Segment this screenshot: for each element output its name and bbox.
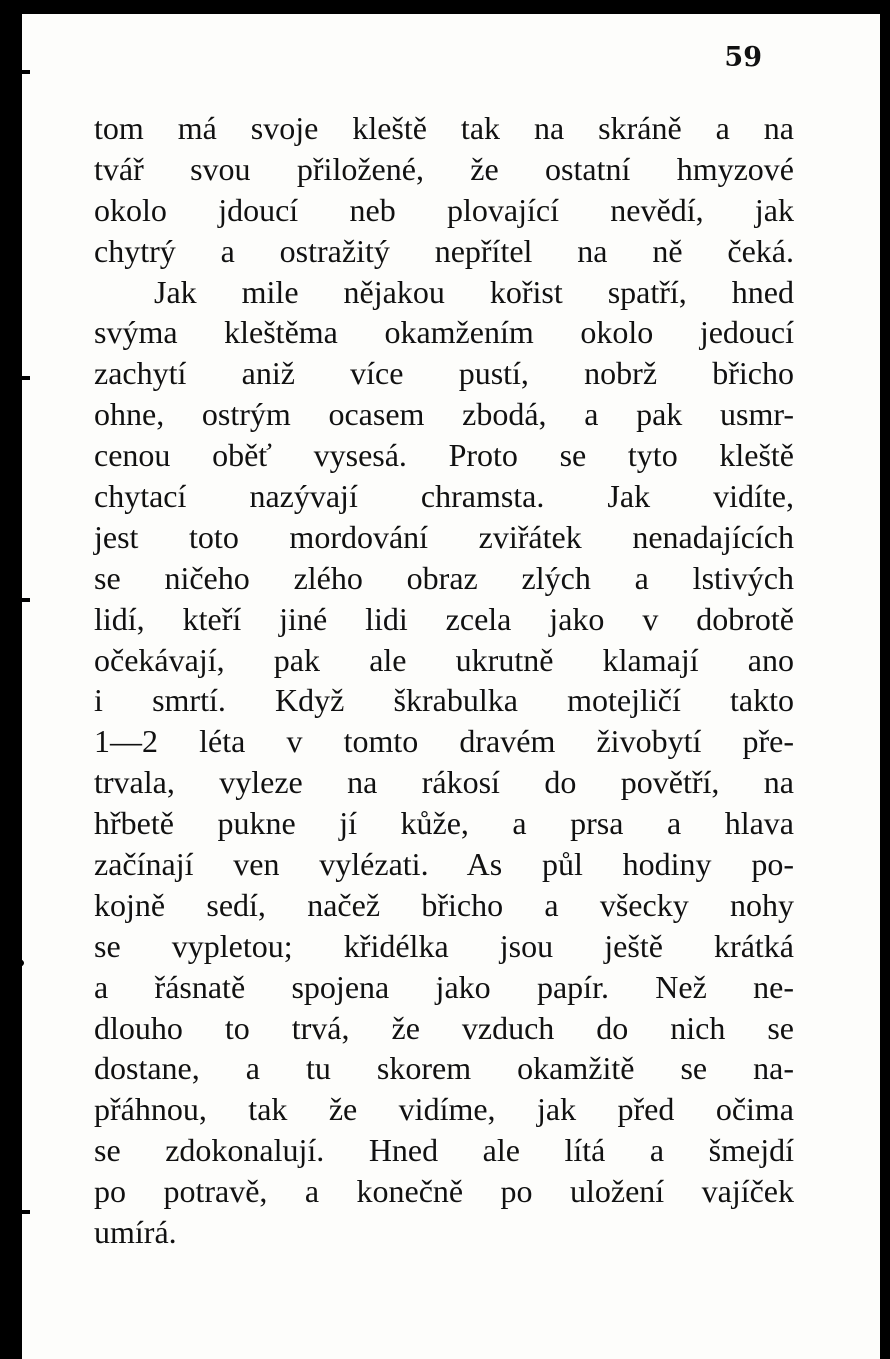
text-line: očekávají, pak ale ukrutně klamají ano xyxy=(94,641,794,678)
text-line: zachytí aniž více pustí, nobrž břicho xyxy=(94,355,794,392)
body-text xyxy=(94,108,794,1253)
page-number: 59 xyxy=(724,42,762,73)
text-line: i smrtí. Když škrabulka motejličí takto xyxy=(94,682,794,719)
text-line: se vypletou; křidélka jsou ještě krátká xyxy=(94,927,794,964)
text-line: chytrý a ostražitý nepřítel na ně čeká. xyxy=(94,232,794,269)
text-line: kojně sedí, načež břicho a všecky nohy xyxy=(94,886,794,923)
text-line: 1—2 léta v tomto dravém živobytí pře- xyxy=(94,723,794,760)
text-line: dostane, a tu skorem okamžitě se na- xyxy=(94,1050,794,1087)
text-line: lidí, kteří jiné lidi zcela jako v dobrotě xyxy=(94,600,794,637)
binding-mark xyxy=(4,70,30,74)
text-line: hřbetě pukne jí kůže, a prsa a hlava xyxy=(94,805,794,842)
text-line: Jak mile nějakou kořist spatří, hned xyxy=(154,273,794,310)
binding-mark xyxy=(6,958,24,968)
text-line: okolo jdoucí neb plovající nevědí, jak xyxy=(94,191,794,228)
text-line: začínají ven vylézati. As půl hodiny po- xyxy=(94,846,794,883)
binding-mark xyxy=(4,598,30,602)
text-line: se ničeho zlého obraz zlých a lstivých xyxy=(94,559,794,596)
text-line: jest toto mordování zviřátek nenadajících xyxy=(94,518,794,555)
text-line: dlouho to trvá, že vzduch do nich se xyxy=(94,1009,794,1046)
paper-page xyxy=(22,14,880,1359)
text-line: po potravě, a konečně po uložení vajíček xyxy=(94,1173,794,1210)
text-line: cenou oběť vysesá. Proto se tyto kleště xyxy=(94,437,794,474)
binding-mark xyxy=(4,376,30,380)
text-line: svýma kleštěma okamžením okolo jedoucí xyxy=(94,314,794,351)
text-line: přáhnou, tak že vidíme, jak před očima xyxy=(94,1091,794,1128)
text-line: trvala, vyleze na rákosí do povětří, na xyxy=(94,764,794,801)
text-line: chytací nazývají chramsta. Jak vidíte, xyxy=(94,478,794,515)
text-line: umírá. xyxy=(94,1214,177,1251)
text-line: se zdokonalují. Hned ale lítá a šmejdí xyxy=(94,1132,794,1169)
binding-edge xyxy=(18,0,22,1359)
text-line: ohne, ostrým ocasem zbodá, a pak usmr- xyxy=(94,396,794,433)
text-line: tom má svoje kleště tak na skráně a na xyxy=(94,110,794,146)
text-line: a řásnatě spojena jako papír. Než ne- xyxy=(94,968,794,1005)
text-line: tvář svou přiložené, že ostatní hmyzové xyxy=(94,150,794,187)
binding-mark xyxy=(4,1210,30,1214)
